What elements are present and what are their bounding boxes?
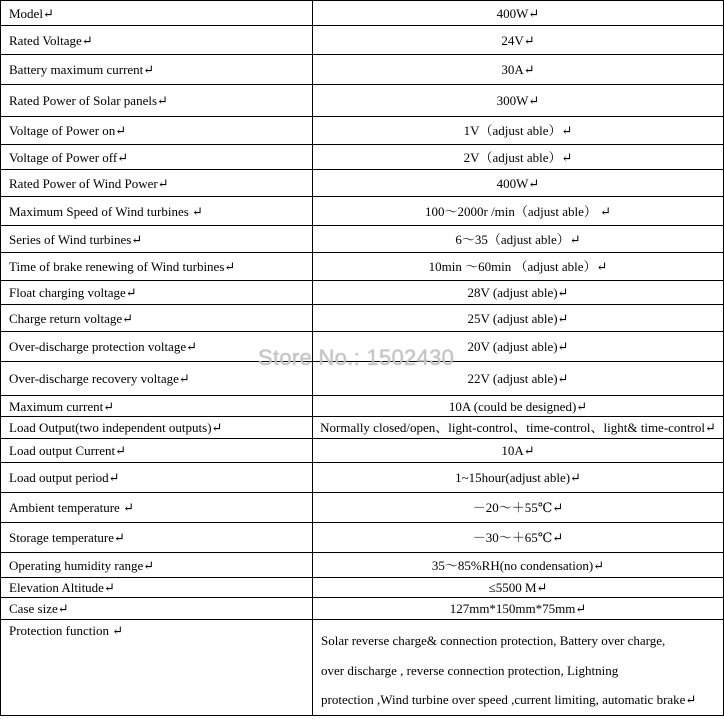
spec-label: Ambient temperature ↵ [1, 493, 313, 523]
spec-label: Rated Voltage↵ [1, 26, 313, 55]
spec-label: Time of brake renewing of Wind turbines↵ [1, 253, 313, 281]
spec-label: Rated Power of Solar panels↵ [1, 85, 313, 117]
spec-value: 10A↵ [313, 439, 724, 463]
protection-line: over discharge , reverse connection protection, Lightning [321, 662, 619, 678]
spec-label: Load output Current↵ [1, 439, 313, 463]
store-watermark: Store No.: 1502430 [258, 345, 455, 370]
spec-value: 28V (adjust able)↵ [313, 281, 724, 305]
spec-value: 400W↵ [313, 170, 724, 197]
spec-label: Voltage of Power on↵ [1, 117, 313, 145]
spec-value: 24V↵ [313, 26, 724, 55]
table-row [1, 26, 724, 55]
table-row [1, 117, 724, 145]
table-row [1, 253, 724, 281]
protection-value [313, 620, 724, 716]
spec-value: 20V (adjust able)↵ [313, 332, 724, 362]
table-row [1, 55, 724, 85]
protection-label: Protection function ↵ [1, 620, 313, 716]
spec-label: Operating humidity range↵ [1, 553, 313, 578]
table-row [1, 145, 724, 170]
table-row [1, 439, 724, 463]
spec-value: 1V（adjust able）↵ [313, 117, 724, 145]
spec-label: Maximum current↵ [1, 396, 313, 417]
spec-label: Maximum Speed of Wind turbines ↵ [1, 197, 313, 226]
spec-label: Model↵ [1, 1, 313, 26]
table-row [1, 417, 724, 439]
spec-value: 127mm*150mm*75mm↵ [313, 598, 724, 620]
spec-label: Battery maximum current↵ [1, 55, 313, 85]
table-row [1, 1, 724, 26]
spec-value: －20～＋55℃↵ [313, 493, 724, 523]
spec-label: Series of Wind turbines↵ [1, 226, 313, 253]
spec-label: Voltage of Power off↵ [1, 145, 313, 170]
table-row [1, 226, 724, 253]
spec-label: Load output period↵ [1, 463, 313, 493]
table-row [1, 170, 724, 197]
spec-value: 2V（adjust able）↵ [313, 145, 724, 170]
spec-value: 300W↵ [313, 85, 724, 117]
spec-value: 100～2000r /min（adjust able） ↵ [313, 197, 724, 226]
spec-value: 22V (adjust able)↵ [313, 362, 724, 396]
spec-label: Float charging voltage↵ [1, 281, 313, 305]
table-row [1, 493, 724, 523]
spec-label: Case size↵ [1, 598, 313, 620]
table-row [1, 197, 724, 226]
spec-value: ≤5500 M↵ [313, 578, 724, 598]
spec-value: 25V (adjust able)↵ [313, 305, 724, 332]
spec-value: 30A↵ [313, 55, 724, 85]
table-row [1, 281, 724, 305]
protection-line: protection ,Wind turbine over speed ,current limiting, automatic brake↵ [321, 692, 697, 707]
spec-value: 1~15hour(adjust able)↵ [313, 463, 724, 493]
spec-value: 35～85%RH(no condensation)↵ [313, 553, 724, 578]
spec-label: Over-discharge recovery voltage↵ [1, 362, 313, 396]
spec-value: Normally closed/open、light-control、time-control、light& time-control↵ [313, 417, 724, 439]
spec-label: Rated Power of Wind Power↵ [1, 170, 313, 197]
table-row [1, 598, 724, 620]
table-row [1, 523, 724, 553]
table-row [1, 305, 724, 332]
spec-value: 10A (could be designed)↵ [313, 396, 724, 417]
table-row-protection [1, 620, 724, 716]
table-row [1, 463, 724, 493]
spec-label: Charge return voltage↵ [1, 305, 313, 332]
spec-label: Load Output(two independent outputs)↵ [1, 417, 313, 439]
table-row [1, 85, 724, 117]
spec-label: Over-discharge protection voltage↵ [1, 332, 313, 362]
spec-value: 10min ～60min （adjust able）↵ [313, 253, 724, 281]
spec-value: －30～＋65℃↵ [313, 523, 724, 553]
spec-label: Elevation Altitude↵ [1, 578, 313, 598]
table-row [1, 578, 724, 598]
spec-value: 400W↵ [313, 1, 724, 26]
spec-label: Storage temperature↵ [1, 523, 313, 553]
protection-line: Solar reverse charge& connection protection, Battery over charge, [321, 633, 666, 648]
table-row [1, 396, 724, 417]
spec-value: 6～35（adjust able）↵ [313, 226, 724, 253]
table-row [1, 553, 724, 578]
